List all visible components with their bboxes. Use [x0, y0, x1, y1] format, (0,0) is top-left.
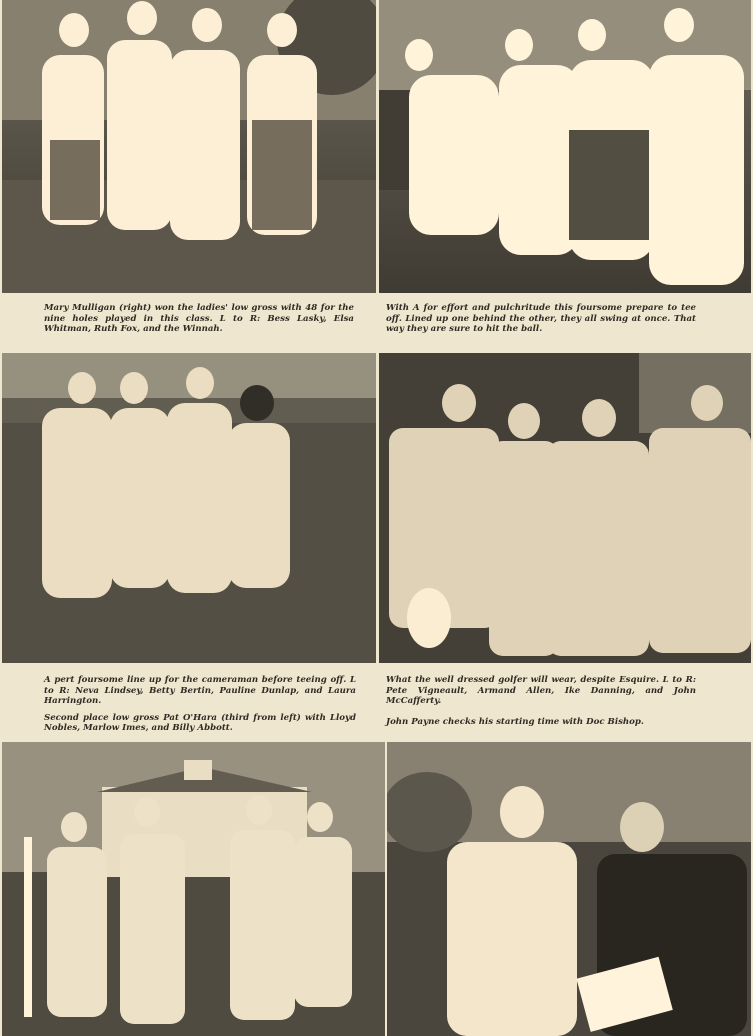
photo-well-dressed-golfers [379, 353, 751, 663]
photo-four-women-golfers [2, 0, 376, 293]
caption-text: With A for effort and pulchritude this foursome prepare to tee off. Lined up one behind the other, they all swing at once. That way they are sure to hit the ball. [386, 303, 696, 335]
photo-foursome-lined-up [379, 0, 751, 293]
photo-illustration [2, 353, 376, 663]
photo-illustration [387, 742, 751, 1036]
photo-illustration [2, 0, 376, 293]
photo-illustration [379, 0, 751, 293]
caption-foursome-effort [386, 303, 696, 341]
caption-well-dressed-block [386, 675, 696, 733]
caption-mary-mulligan [44, 303, 354, 341]
photo-illustration [2, 742, 385, 1036]
caption-pat-ohara: Second place low gross Pat O'Hara (third from left) with Lloyd Nobles, Marlow Imes, and Billy Abbott. [44, 712, 356, 734]
photo-low-gross-group [2, 742, 385, 1036]
photo-john-payne-doc-bishop [387, 742, 751, 1036]
caption-john-payne: John Payne checks his starting time with Doc Bishop. [386, 716, 644, 727]
caption-pert-foursome-block [44, 675, 356, 740]
caption-text: Mary Mulligan (right) won the ladies' low gross with 48 for the nine holes played in this class. L to R: Bess Lasky, Elsa Whitman, Ruth Fox, and the Winnah. [44, 303, 354, 335]
photo-pert-foursome [2, 353, 376, 663]
caption-pert-foursome: A pert foursome line up for the cameraman before teeing off. L to R: Neva Lindsey, Betty Bertin, Pauline Dunlap, and Laura Harrington. [44, 675, 356, 707]
photo-illustration [379, 353, 751, 663]
caption-well-dressed: What the well dressed golfer will wear, despite Esquire. L to R: Pete Vigneault, Armand Allen, Ike Danning, and John McCafferty. [386, 675, 696, 707]
